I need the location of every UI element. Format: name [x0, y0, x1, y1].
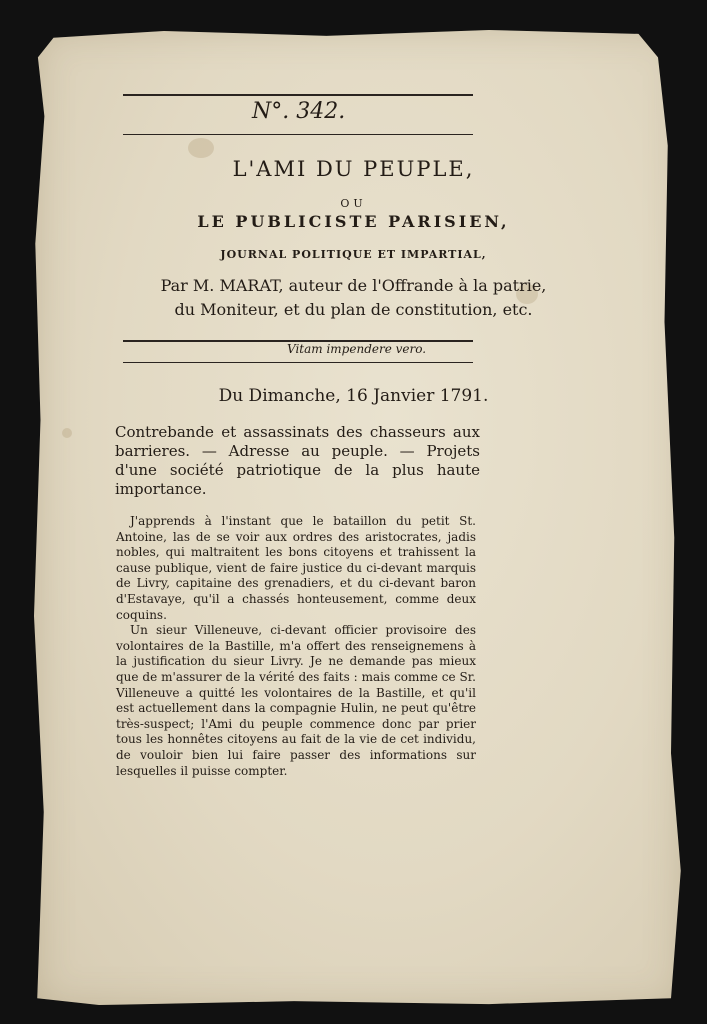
journal-description: JOURNAL POLITIQUE ET IMPARTIAL, [220, 248, 487, 261]
paragraph: J'apprends à l'instant que le bataillon du petit St. Antoine, las de se voir aux ordres des aristocrates, jadis nobles, qui maltraitent les bons citoyens et trahissent la cause publique, vient de faire justice du ci-devant marquis de Livry, capitaine des grenadiers, et du ci-devant baron d'Estavaye, qu'il a chassés honteusement, comme deux coquins. [116, 514, 476, 622]
issue-number: N°. 342. [252, 99, 346, 124]
top-rule [123, 94, 473, 96]
motto-rule-bottom [123, 362, 473, 363]
stain [62, 428, 72, 438]
title-connector: OU [340, 197, 367, 210]
newspaper-title: L'AMI DU PEUPLE, [232, 157, 475, 181]
article-body [116, 514, 476, 779]
motto: Vitam impendere vero. [287, 342, 427, 356]
number-rule [123, 134, 473, 135]
headline: Contrebande et assassinats des chasseurs aux barrieres. — Adresse au peuple. — Projets d'une société patriotique de la plus haute importance. [115, 423, 480, 498]
stain [188, 138, 214, 158]
newspaper-subtitle: LE PUBLICISTE PARISIEN, [197, 212, 510, 231]
issue-date: Du Dimanche, 16 Janvier 1791. [218, 386, 489, 406]
author-line-1: Par M. MARAT, auteur de l'Offrande à la patrie, [160, 276, 547, 295]
author-line-2: du Moniteur, et du plan de constitution, etc. [174, 300, 533, 319]
paragraph: Un sieur Villeneuve, ci-devant officier provisoire des volontaires de la Bastille, m'a offert des renseignemens à la justification du sieur Livry. Je ne demande pas mieux que de m'assurer de la vérité des faits : mais comme ce Sr. Villeneuve a quitté les volontaires de la Bastille, et qu'il est actuellement dans la compagnie Hulin, ne peut qu'être très-suspect; l'Ami du peuple commence donc par prier tous les honnêtes citoyens au fait de la vie de cet individu, de vouloir bien lui faire passer des informations sur lesquelles il puisse compter. [116, 623, 476, 778]
